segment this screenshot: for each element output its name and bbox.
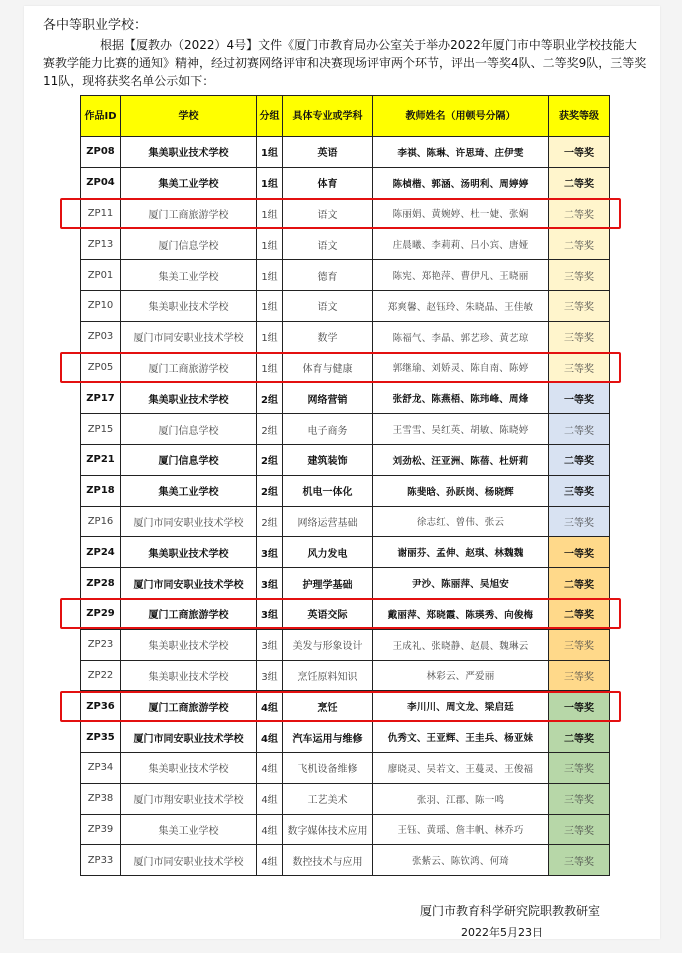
cell-award: 三等奖 [549, 660, 610, 691]
cell-id: ZP22 [81, 660, 121, 691]
table-row [81, 568, 610, 599]
table-row [81, 845, 610, 876]
cell-id: ZP10 [81, 290, 121, 321]
cell-teachers: 郑爽馨、赵钰玲、朱晓晶、王佳敏 [373, 290, 549, 321]
cell-teachers: 王成礼、张晓静、赵晨、魏琳云 [373, 629, 549, 660]
cell-subject: 网络运营基础 [283, 506, 373, 537]
table-row [81, 783, 610, 814]
cell-group: 4组 [257, 814, 283, 845]
table-row [81, 537, 610, 568]
cell-group: 3组 [257, 660, 283, 691]
cell-group: 1组 [257, 290, 283, 321]
signature-org: 厦门市教育科学研究院职教教研室 [420, 904, 601, 918]
cell-group: 4组 [257, 691, 283, 722]
cell-group: 1组 [257, 229, 283, 260]
cell-award: 三等奖 [549, 352, 610, 383]
cell-school: 集美工业学校 [121, 814, 257, 845]
cell-group: 1组 [257, 167, 283, 198]
table-row [81, 691, 610, 722]
table-row [81, 752, 610, 783]
table-row [81, 383, 610, 414]
cell-school: 集美职业技术学校 [121, 752, 257, 783]
cell-id: ZP05 [81, 352, 121, 383]
cell-group: 3组 [257, 598, 283, 629]
cell-subject: 汽车运用与维修 [283, 722, 373, 753]
table-row [81, 260, 610, 291]
cell-school: 厦门工商旅游学校 [121, 691, 257, 722]
cell-id: ZP04 [81, 167, 121, 198]
cell-award: 三等奖 [549, 475, 610, 506]
table-row [81, 352, 610, 383]
cell-award: 三等奖 [549, 783, 610, 814]
cell-award: 一等奖 [549, 691, 610, 722]
cell-school: 集美职业技术学校 [121, 660, 257, 691]
cell-id: ZP23 [81, 629, 121, 660]
cell-id: ZP11 [81, 198, 121, 229]
cell-award: 三等奖 [549, 814, 610, 845]
cell-subject: 飞机设备维修 [283, 752, 373, 783]
cell-subject: 语文 [283, 290, 373, 321]
cell-subject: 数学 [283, 321, 373, 352]
cell-id: ZP08 [81, 137, 121, 168]
table-row [81, 290, 610, 321]
cell-school: 集美职业技术学校 [121, 537, 257, 568]
cell-group: 3组 [257, 537, 283, 568]
cell-school: 集美工业学校 [121, 167, 257, 198]
cell-id: ZP13 [81, 229, 121, 260]
cell-award: 三等奖 [549, 752, 610, 783]
cell-teachers: 陈福气、李晶、郭艺珍、黄艺琼 [373, 321, 549, 352]
cell-group: 4组 [257, 783, 283, 814]
cell-award: 三等奖 [549, 506, 610, 537]
cell-teachers: 谢丽芬、孟伸、赵琪、林魏魏 [373, 537, 549, 568]
table-row [81, 444, 610, 475]
awards-table [80, 95, 610, 876]
cell-id: ZP15 [81, 414, 121, 445]
cell-teachers: 李祺、陈琳、许思琦、庄伊雯 [373, 137, 549, 168]
cell-subject: 护理学基础 [283, 568, 373, 599]
header-subject: 具体专业或学科 [283, 96, 373, 137]
cell-subject: 语文 [283, 198, 373, 229]
cell-id: ZP35 [81, 722, 121, 753]
cell-group: 4组 [257, 722, 283, 753]
cell-school: 集美工业学校 [121, 260, 257, 291]
cell-school: 厦门市同安职业技术学校 [121, 845, 257, 876]
cell-school: 厦门工商旅游学校 [121, 352, 257, 383]
table-row [81, 167, 610, 198]
cell-school: 厦门市翔安职业技术学校 [121, 783, 257, 814]
table-row [81, 814, 610, 845]
header-group: 分组 [257, 96, 283, 137]
cell-subject: 数控技术与应用 [283, 845, 373, 876]
cell-id: ZP17 [81, 383, 121, 414]
cell-id: ZP03 [81, 321, 121, 352]
cell-subject: 美发与形象设计 [283, 629, 373, 660]
cell-subject: 语文 [283, 229, 373, 260]
cell-award: 二等奖 [549, 568, 610, 599]
cell-group: 1组 [257, 260, 283, 291]
cell-id: ZP28 [81, 568, 121, 599]
cell-award: 二等奖 [549, 414, 610, 445]
cell-subject: 烹饪原料知识 [283, 660, 373, 691]
cell-school: 集美职业技术学校 [121, 629, 257, 660]
cell-award: 二等奖 [549, 598, 610, 629]
cell-award: 二等奖 [549, 444, 610, 475]
cell-id: ZP01 [81, 260, 121, 291]
cell-id: ZP33 [81, 845, 121, 876]
cell-subject: 英语交际 [283, 598, 373, 629]
cell-award: 三等奖 [549, 629, 610, 660]
cell-school: 厦门工商旅游学校 [121, 598, 257, 629]
intro-paragraph: 根据【厦教办（2022）4号】文件《厦门市教育局办公室关于举办2022年厦门市中等职业学校技能大赛教学能力比赛的通知》精神，经过初赛网络评审和决赛现场评审两个环节，评出一等奖4队、二等奖9队，三等奖11队，现将获奖名单公示如下： [43, 38, 647, 88]
cell-teachers: 郭继瑜、刘娇灵、陈自南、陈婷 [373, 352, 549, 383]
cell-school: 厦门信息学校 [121, 444, 257, 475]
cell-id: ZP39 [81, 814, 121, 845]
table-row [81, 475, 610, 506]
cell-teachers: 张舒龙、陈燕梧、陈玮峰、周烽 [373, 383, 549, 414]
cell-award: 一等奖 [549, 383, 610, 414]
cell-school: 集美职业技术学校 [121, 290, 257, 321]
header-school: 学校 [121, 96, 257, 137]
cell-subject: 烹饪 [283, 691, 373, 722]
cell-group: 1组 [257, 321, 283, 352]
cell-teachers: 张羽、江郡、陈一鸣 [373, 783, 549, 814]
cell-school: 集美职业技术学校 [121, 383, 257, 414]
cell-subject: 机电一体化 [283, 475, 373, 506]
cell-teachers: 李川川、周文龙、梁启廷 [373, 691, 549, 722]
table-row [81, 137, 610, 168]
cell-school: 集美职业技术学校 [121, 137, 257, 168]
cell-teachers: 张紫云、陈钦鸿、何琦 [373, 845, 549, 876]
cell-subject: 电子商务 [283, 414, 373, 445]
cell-id: ZP18 [81, 475, 121, 506]
cell-teachers: 陈斐晗、孙跃岗、杨晓辉 [373, 475, 549, 506]
cell-school: 厦门工商旅游学校 [121, 198, 257, 229]
cell-school: 集美工业学校 [121, 475, 257, 506]
cell-group: 2组 [257, 475, 283, 506]
header-teachers: 教师姓名（用顿号分隔） [373, 96, 549, 137]
cell-group: 1组 [257, 137, 283, 168]
cell-id: ZP38 [81, 783, 121, 814]
cell-award: 二等奖 [549, 229, 610, 260]
cell-school: 厦门市同安职业技术学校 [121, 506, 257, 537]
table-row [81, 229, 610, 260]
cell-subject: 工艺美术 [283, 783, 373, 814]
cell-teachers: 庄晨曦、李莉莉、吕小宾、唐娅 [373, 229, 549, 260]
salutation: 各中等职业学校： [43, 18, 148, 33]
table-row [81, 629, 610, 660]
cell-teachers: 徐志红、曾伟、张云 [373, 506, 549, 537]
cell-teachers: 刘劲松、汪亚洲、陈蓓、杜妍莉 [373, 444, 549, 475]
header-award: 获奖等级 [549, 96, 610, 137]
cell-school: 厦门市同安职业技术学校 [121, 722, 257, 753]
cell-group: 2组 [257, 383, 283, 414]
cell-id: ZP16 [81, 506, 121, 537]
cell-id: ZP36 [81, 691, 121, 722]
header-id: 作品ID [81, 96, 121, 137]
cell-group: 1组 [257, 352, 283, 383]
table-row [81, 414, 610, 445]
cell-teachers: 仇秀文、王亚辉、王圭兵、杨亚妹 [373, 722, 549, 753]
cell-group: 4组 [257, 845, 283, 876]
cell-group: 1组 [257, 198, 283, 229]
table-row [81, 722, 610, 753]
cell-teachers: 王雪雪、吴红英、胡敏、陈晓婷 [373, 414, 549, 445]
table-row [81, 598, 610, 629]
cell-teachers: 王钰、黄瑶、詹丰帆、林乔巧 [373, 814, 549, 845]
cell-group: 4组 [257, 752, 283, 783]
cell-teachers: 陈丽娟、黄婉婷、杜一婕、张娴 [373, 198, 549, 229]
cell-school: 厦门信息学校 [121, 229, 257, 260]
cell-subject: 风力发电 [283, 537, 373, 568]
cell-id: ZP34 [81, 752, 121, 783]
cell-school: 厦门市同安职业技术学校 [121, 568, 257, 599]
table-row [81, 660, 610, 691]
cell-award: 二等奖 [549, 722, 610, 753]
cell-teachers: 陈楨楷、郭涵、汤明利、周婷婷 [373, 167, 549, 198]
cell-group: 3组 [257, 568, 283, 599]
cell-group: 3组 [257, 629, 283, 660]
cell-award: 三等奖 [549, 845, 610, 876]
cell-group: 2组 [257, 414, 283, 445]
cell-id: ZP29 [81, 598, 121, 629]
cell-subject: 数字媒体技术应用 [283, 814, 373, 845]
cell-teachers: 廖晓灵、吴若文、王蔓灵、王俊福 [373, 752, 549, 783]
cell-award: 三等奖 [549, 290, 610, 321]
cell-subject: 德育 [283, 260, 373, 291]
table-row [81, 506, 610, 537]
cell-group: 2组 [257, 506, 283, 537]
cell-school: 厦门信息学校 [121, 414, 257, 445]
cell-award: 一等奖 [549, 137, 610, 168]
cell-subject: 网络营销 [283, 383, 373, 414]
cell-subject: 英语 [283, 137, 373, 168]
cell-subject: 体育与健康 [283, 352, 373, 383]
table-header-row [81, 96, 610, 137]
cell-award: 二等奖 [549, 167, 610, 198]
cell-award: 三等奖 [549, 321, 610, 352]
cell-award: 二等奖 [549, 198, 610, 229]
cell-school: 厦门市同安职业技术学校 [121, 321, 257, 352]
cell-subject: 体育 [283, 167, 373, 198]
cell-id: ZP21 [81, 444, 121, 475]
cell-award: 一等奖 [549, 537, 610, 568]
cell-group: 2组 [257, 444, 283, 475]
table-row [81, 321, 610, 352]
signature-date: 2022年5月23日 [461, 926, 543, 939]
cell-id: ZP24 [81, 537, 121, 568]
cell-teachers: 戴丽萍、郑晓霞、陈瑛秀、向俊梅 [373, 598, 549, 629]
cell-subject: 建筑装饰 [283, 444, 373, 475]
table-row [81, 198, 610, 229]
cell-teachers: 陈宪、郑艳萍、曹伊凡、王晓丽 [373, 260, 549, 291]
table-body [81, 137, 610, 876]
cell-teachers: 林彩云、严爱丽 [373, 660, 549, 691]
cell-award: 三等奖 [549, 260, 610, 291]
cell-teachers: 尹沙、陈丽萍、吴旭安 [373, 568, 549, 599]
